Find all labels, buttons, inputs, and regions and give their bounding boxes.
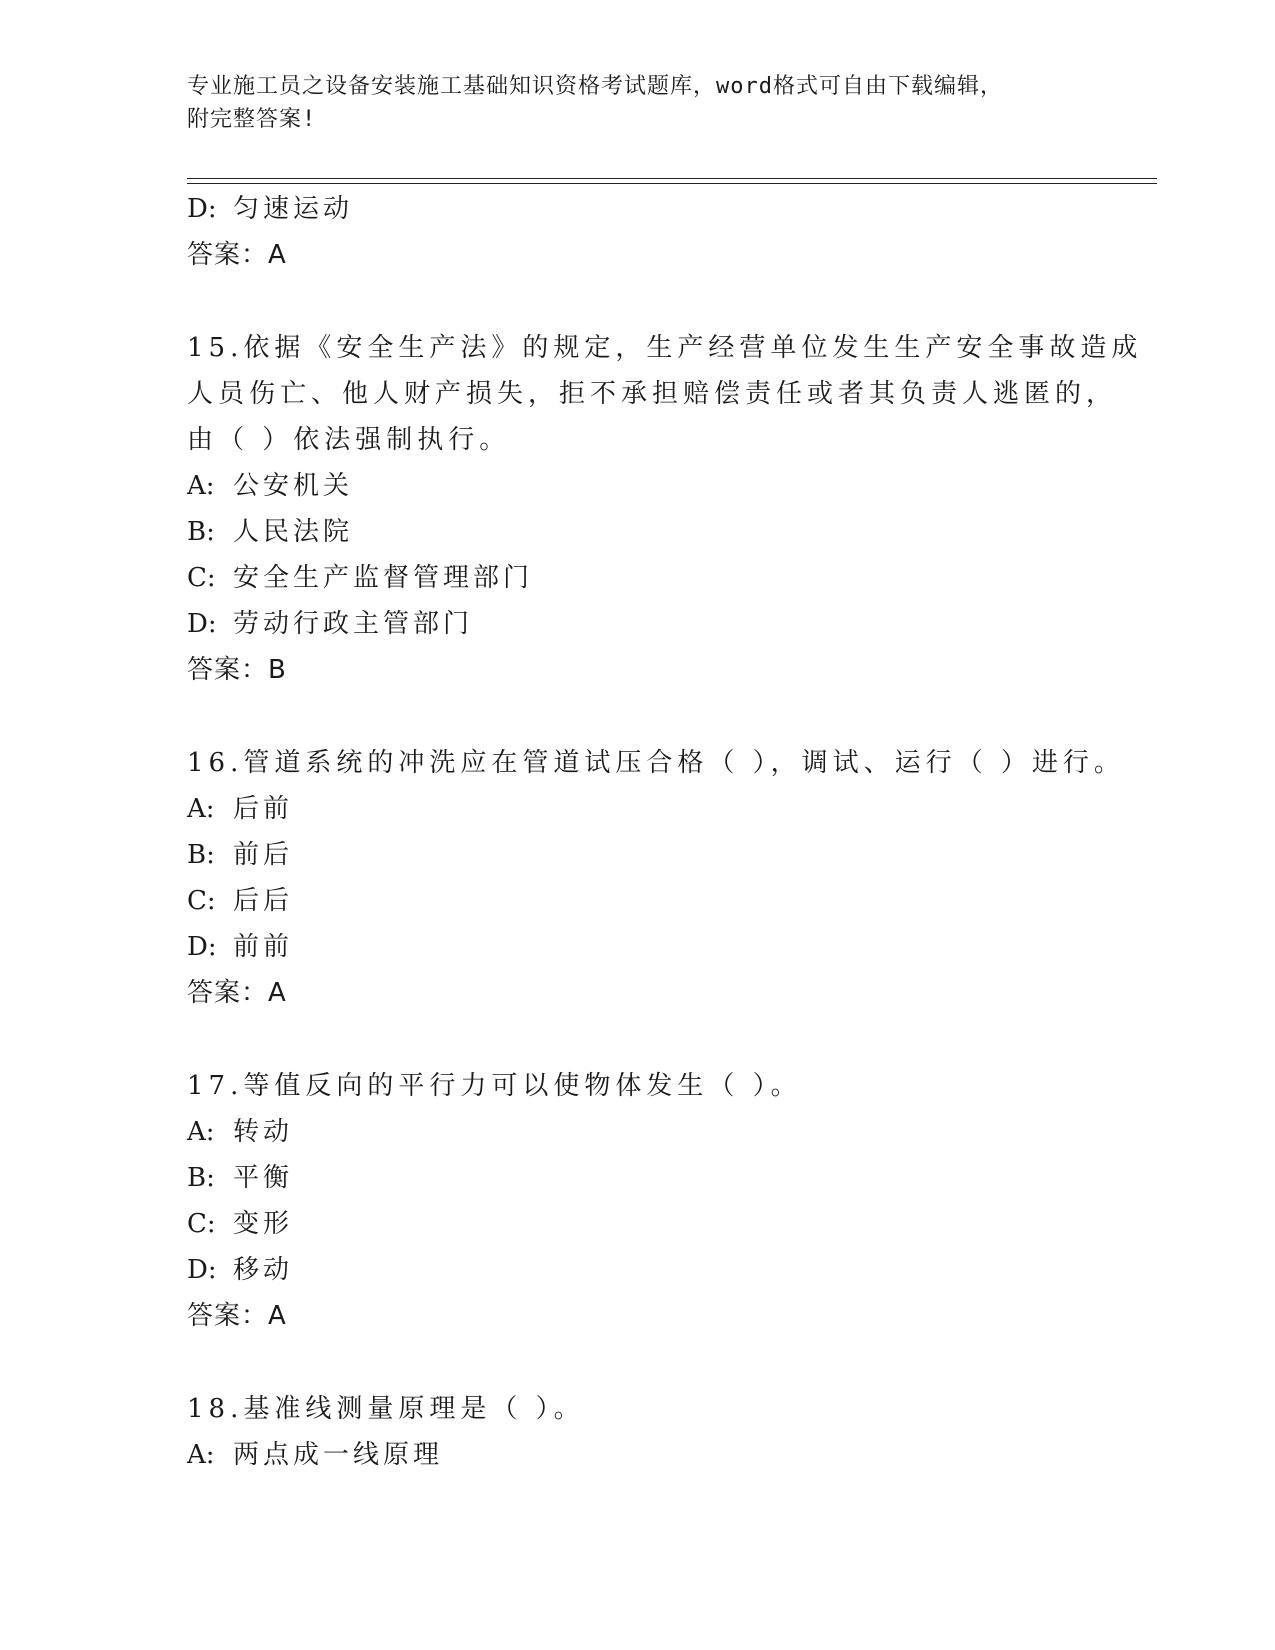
option-letter: A: (187, 1440, 215, 1470)
option-d (187, 924, 1157, 970)
question-stem-line: 由（ ）依法强制执行。 (187, 425, 511, 455)
option-text: 移动 (233, 1255, 294, 1285)
answer-line: 答案：A (187, 1301, 287, 1331)
option-b (187, 1155, 1157, 1201)
option-letter: A: (187, 471, 215, 501)
answer-line: 答案：B (187, 655, 287, 685)
option-d (187, 1247, 1157, 1293)
question-15 (187, 325, 1157, 693)
option-text: 后后 (233, 886, 294, 916)
question-16 (187, 740, 1157, 1016)
option-letter: C: (187, 563, 216, 593)
question-stem-line: 16.管道系统的冲洗应在管道试压合格（ ），调试、运行（ ）进行。 (187, 748, 1125, 778)
question-stem-line: 18.基准线测量原理是（ ）。 (187, 1394, 585, 1424)
option-letter: D: (187, 194, 217, 224)
document-header (187, 70, 1087, 136)
option-text: 后前 (233, 794, 294, 824)
option-b (187, 509, 1157, 555)
header-divider (187, 178, 1157, 184)
option-a (187, 786, 1157, 832)
answer-line: 答案：A (187, 978, 287, 1008)
option-text: 两点成一线原理 (233, 1440, 444, 1470)
option-text: 匀速运动 (233, 194, 354, 224)
option-c (187, 555, 1157, 601)
option-letter: B: (187, 840, 215, 870)
option-text: 平衡 (233, 1163, 294, 1193)
option-text: 公安机关 (233, 471, 354, 501)
header-title-line-2: 附完整答案! (187, 107, 317, 132)
answer-line: 答案：A (187, 240, 287, 270)
question-stem-line: 人员伤亡、他人财产损失，拒不承担赔偿责任或者其负责人逃匿的， (187, 379, 1118, 409)
option-text: 安全生产监督管理部门 (233, 563, 534, 593)
header-title-line-1: 专业施工员之设备安装施工基础知识资格考试题库，word格式可自由下载编辑， (187, 74, 1003, 99)
option-d (187, 601, 1157, 647)
option-letter: C: (187, 1209, 216, 1239)
option-b (187, 832, 1157, 878)
question-stem-line: 15.依据《安全生产法》的规定，生产经营单位发生生产安全事故造成 (187, 333, 1143, 363)
question-18 (187, 1386, 1157, 1478)
option-letter: D: (187, 932, 217, 962)
option-letter: B: (187, 517, 215, 547)
option-line (187, 186, 1157, 232)
option-letter: D: (187, 609, 217, 639)
option-letter: D: (187, 1255, 217, 1285)
option-text: 转动 (233, 1117, 294, 1147)
question-17 (187, 1063, 1157, 1339)
option-text: 劳动行政主管部门 (233, 609, 474, 639)
option-a (187, 1109, 1157, 1155)
option-letter: C: (187, 886, 216, 916)
option-text: 变形 (233, 1209, 294, 1239)
question-stem-line: 17.等值反向的平行力可以使物体发生（ ）。 (187, 1071, 802, 1101)
question-content (187, 186, 1157, 1478)
option-c (187, 878, 1157, 924)
option-text: 人民法院 (233, 517, 354, 547)
option-text: 前后 (233, 840, 294, 870)
option-text: 前前 (233, 932, 294, 962)
option-letter: A: (187, 794, 215, 824)
option-letter: A: (187, 1117, 215, 1147)
option-a (187, 463, 1157, 509)
option-c (187, 1201, 1157, 1247)
option-letter: B: (187, 1163, 215, 1193)
option-a (187, 1432, 1157, 1478)
